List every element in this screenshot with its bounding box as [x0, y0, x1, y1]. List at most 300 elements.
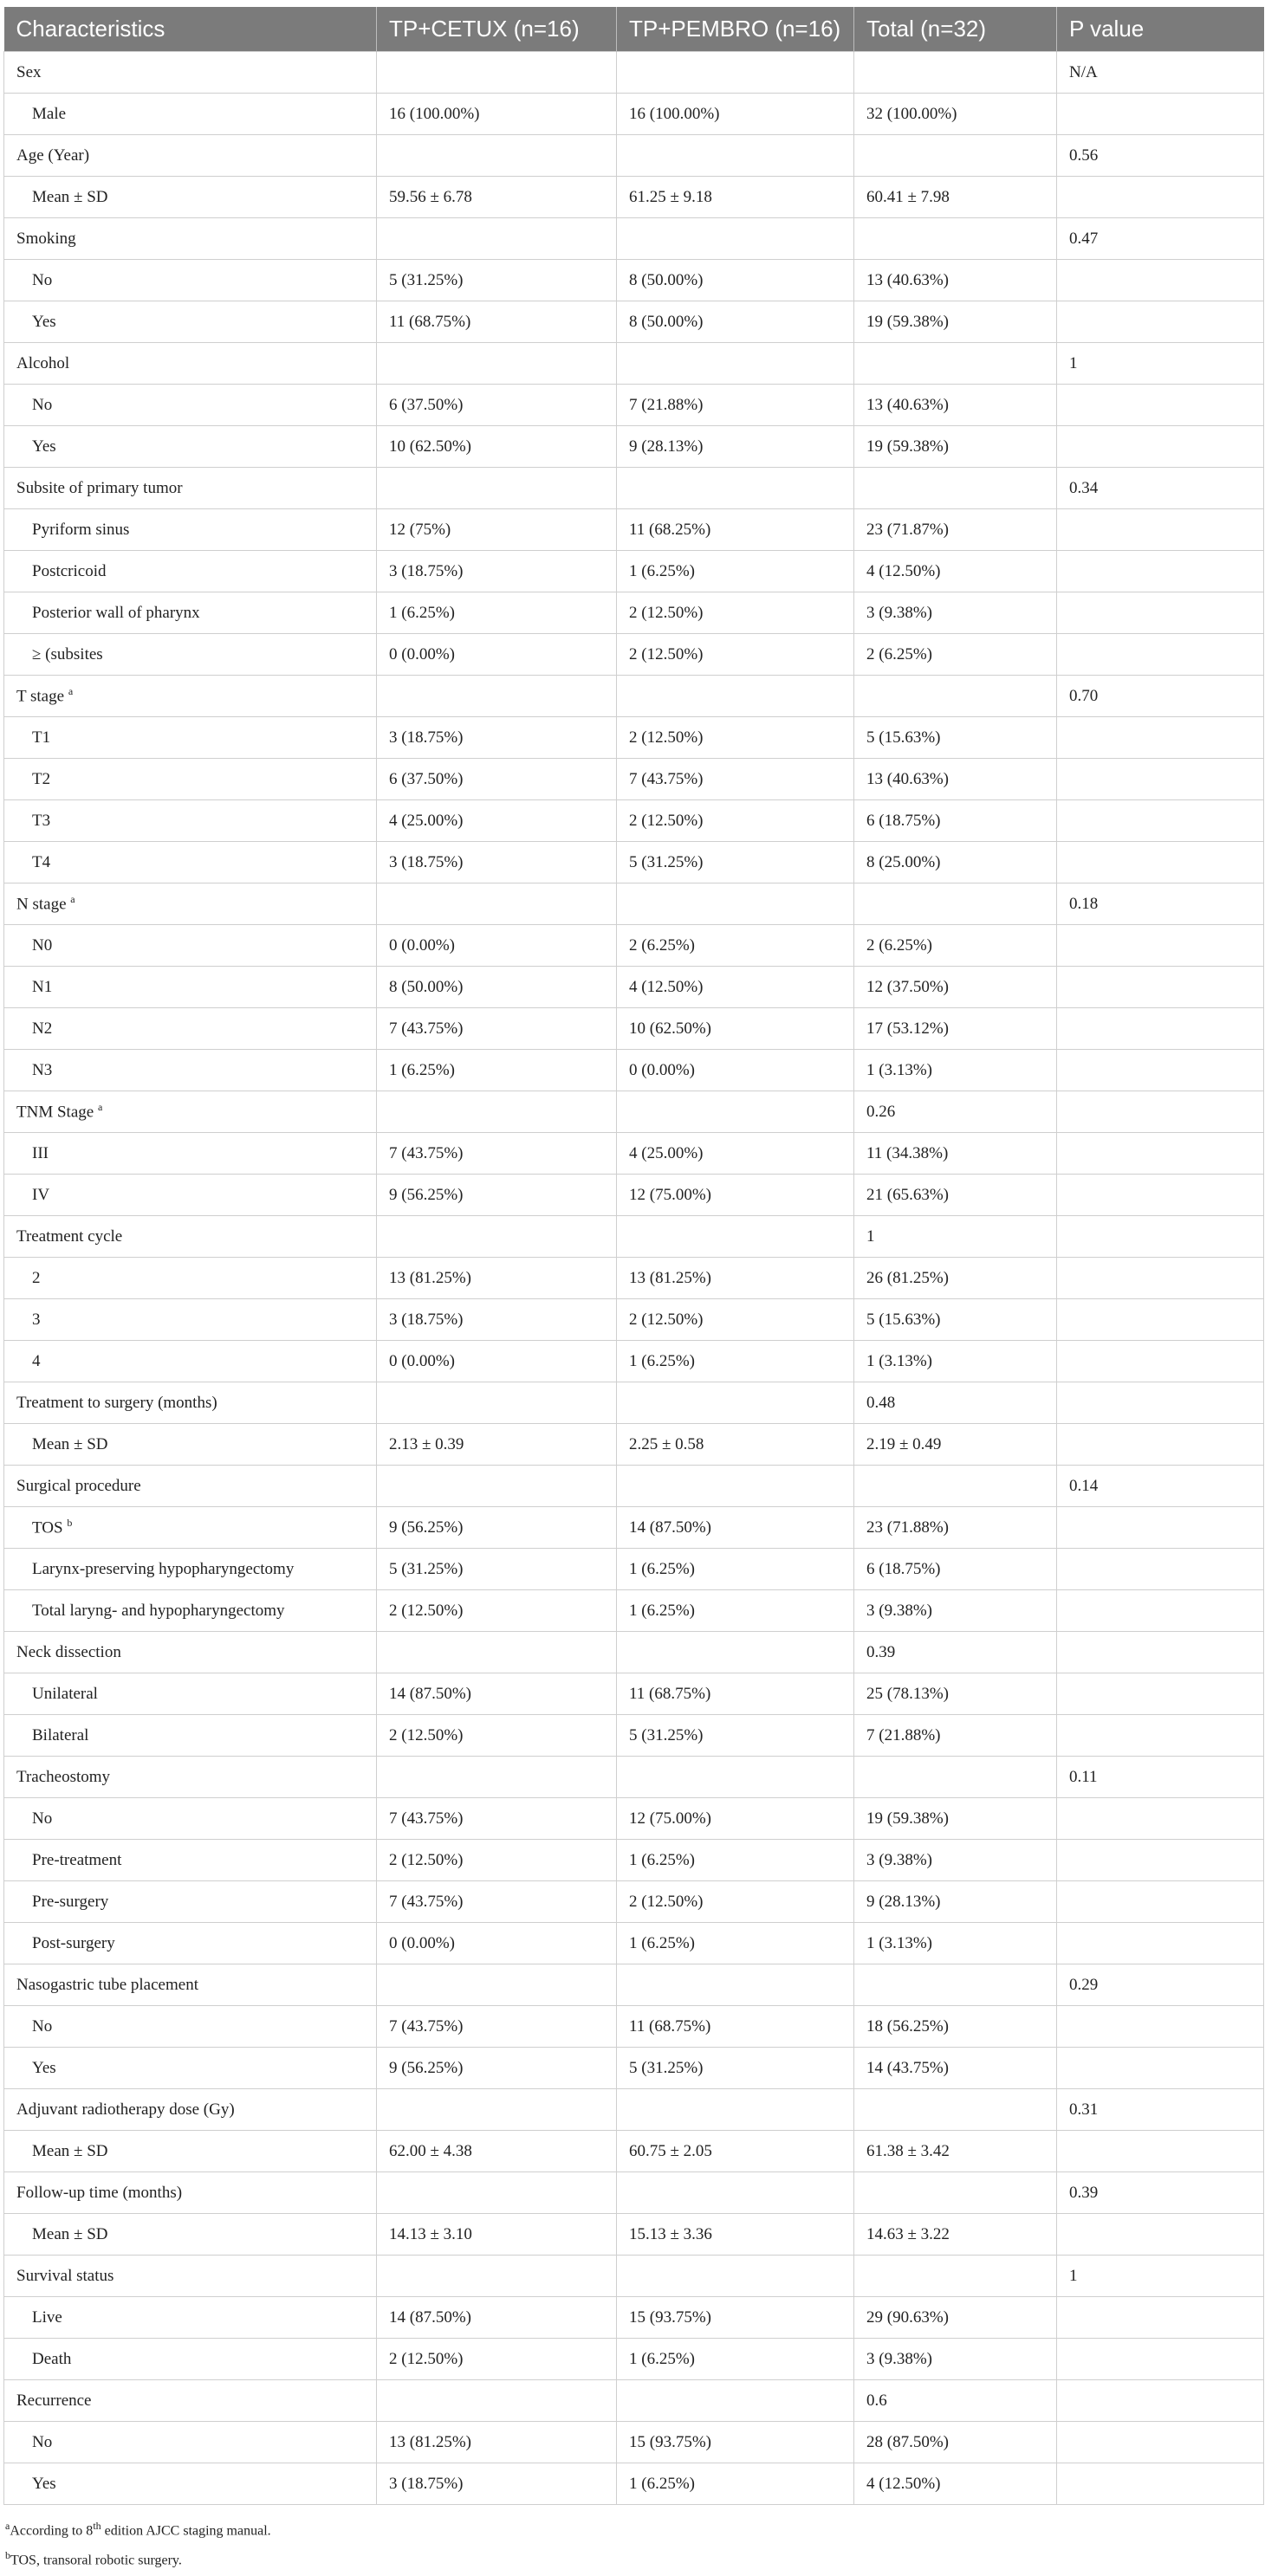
- table-row: [4, 1050, 1264, 1091]
- row-label: Subsite of primary tumor: [16, 478, 183, 497]
- row-label-footnote-mark: a: [70, 893, 75, 906]
- cell-tp-cetux: 2 (12.50%): [377, 1715, 617, 1757]
- row-label: 3: [32, 1310, 41, 1329]
- cell-tp-cetux: [377, 676, 617, 717]
- cell-p-value: [1057, 94, 1264, 135]
- cell-p-value: [1057, 967, 1264, 1008]
- cell-total: 3 (9.38%): [854, 2339, 1057, 2380]
- cell-tp-cetux: 7 (43.75%): [377, 1798, 617, 1840]
- cell-p-value: 0.14: [1057, 1466, 1264, 1507]
- cell-tp-cetux: 59.56 ± 6.78: [377, 177, 617, 218]
- row-label: Tracheostomy: [16, 1767, 111, 1786]
- table-row-category: [4, 52, 1264, 94]
- cell-total: [854, 218, 1057, 260]
- table-row: [4, 2422, 1264, 2463]
- cell-total: [854, 1964, 1057, 2006]
- table-row: [4, 1424, 1264, 1466]
- cell-p-value: 0.31: [1057, 2089, 1264, 2131]
- table-header-row: [4, 7, 1264, 52]
- cell-tp-cetux: [377, 1466, 617, 1507]
- cell-p-value: [1057, 2297, 1264, 2339]
- row-label-cell: [4, 2463, 377, 2505]
- cell-tp-cetux: [377, 1632, 617, 1673]
- row-label: IV: [32, 1185, 50, 1204]
- cell-total: 13 (40.63%): [854, 260, 1057, 301]
- cell-total: 7 (21.88%): [854, 1715, 1057, 1757]
- cell-tp-pembro: 2 (12.50%): [617, 634, 854, 676]
- cell-tp-cetux: [377, 468, 617, 509]
- cell-tp-pembro: 5 (31.25%): [617, 2048, 854, 2089]
- row-label: No: [32, 395, 53, 414]
- cell-tp-cetux: 7 (43.75%): [377, 2006, 617, 2048]
- row-label-cell: [4, 426, 377, 468]
- cell-total: 5 (15.63%): [854, 717, 1057, 759]
- cell-p-value: [1057, 2006, 1264, 2048]
- cell-p-value: [1057, 1258, 1264, 1299]
- cell-p-value: [1057, 1008, 1264, 1050]
- cell-tp-cetux: 0 (0.00%): [377, 634, 617, 676]
- cell-p-value: [1057, 1175, 1264, 1216]
- cell-p-value: 0.29: [1057, 1964, 1264, 2006]
- characteristics-table: [3, 7, 1264, 2505]
- row-label: ≥ (subsites: [32, 644, 103, 663]
- cell-tp-pembro: 13 (81.25%): [617, 1258, 854, 1299]
- cell-total: 3 (9.38%): [854, 1590, 1057, 1632]
- row-label: N stage: [16, 895, 71, 914]
- footnote-b-mark: b: [5, 2549, 10, 2562]
- table-row-category: [4, 1091, 1264, 1133]
- row-label-cell: [4, 468, 377, 509]
- cell-tp-pembro: 8 (50.00%): [617, 260, 854, 301]
- cell-tp-pembro: 4 (12.50%): [617, 967, 854, 1008]
- table-row: [4, 1798, 1264, 1840]
- table-row: [4, 2048, 1264, 2089]
- cell-total: 6 (18.75%): [854, 1549, 1057, 1590]
- cell-tp-pembro: 1 (6.25%): [617, 2463, 854, 2505]
- row-label: Treatment to surgery (months): [16, 1393, 217, 1412]
- row-label-cell: [4, 2131, 377, 2172]
- row-label: No: [32, 270, 53, 289]
- cell-total: 14 (43.75%): [854, 2048, 1057, 2089]
- cell-total: [854, 676, 1057, 717]
- cell-p-value: 0.18: [1057, 883, 1264, 925]
- cell-tp-cetux: 5 (31.25%): [377, 260, 617, 301]
- table-row: [4, 551, 1264, 592]
- cell-total: 61.38 ± 3.42: [854, 2131, 1057, 2172]
- cell-p-value: [1057, 842, 1264, 883]
- cell-tp-cetux: 8 (50.00%): [377, 967, 617, 1008]
- table-row: [4, 592, 1264, 634]
- cell-tp-cetux: [377, 1757, 617, 1798]
- cell-total: 60.41 ± 7.98: [854, 177, 1057, 218]
- row-label: Yes: [32, 2058, 56, 2077]
- row-label-cell: [4, 2006, 377, 2048]
- cell-tp-pembro: 61.25 ± 9.18: [617, 177, 854, 218]
- cell-total: 3 (9.38%): [854, 1840, 1057, 1881]
- row-label: T1: [32, 728, 51, 747]
- cell-tp-cetux: [377, 2172, 617, 2214]
- cell-total: 2 (6.25%): [854, 925, 1057, 967]
- cell-total: 2.19 ± 0.49: [854, 1424, 1057, 1466]
- cell-tp-cetux: 14 (87.50%): [377, 1673, 617, 1715]
- cell-tp-pembro: 15.13 ± 3.36: [617, 2214, 854, 2256]
- row-label: N0: [32, 935, 53, 955]
- cell-total: 1 (3.13%): [854, 1050, 1057, 1091]
- cell-p-value: [1057, 1050, 1264, 1091]
- row-label: Yes: [32, 437, 56, 456]
- header-characteristics: Characteristics: [4, 7, 377, 52]
- cell-tp-pembro: 16 (100.00%): [617, 94, 854, 135]
- cell-tp-pembro: [617, 2172, 854, 2214]
- cell-p-value: [1057, 301, 1264, 343]
- table-row-category: [4, 135, 1264, 177]
- table-row: [4, 1008, 1264, 1050]
- cell-total: 5 (15.63%): [854, 1299, 1057, 1341]
- table-row: [4, 509, 1264, 551]
- table-row-category: [4, 218, 1264, 260]
- cell-tp-pembro: 5 (31.25%): [617, 1715, 854, 1757]
- table-row: [4, 385, 1264, 426]
- row-label-cell: [4, 1258, 377, 1299]
- cell-p-value: [1057, 509, 1264, 551]
- row-label-footnote-mark: b: [67, 1517, 73, 1530]
- row-label: Pyriform sinus: [32, 520, 130, 539]
- cell-p-value: [1057, 1424, 1264, 1466]
- row-label: T2: [32, 769, 51, 788]
- cell-tp-cetux: [377, 1382, 617, 1424]
- cell-tp-cetux: 62.00 ± 4.38: [377, 2131, 617, 2172]
- row-label: Post-surgery: [32, 1933, 115, 1952]
- cell-total: [854, 343, 1057, 385]
- cell-p-value: 0.34: [1057, 468, 1264, 509]
- cell-tp-pembro: 2 (12.50%): [617, 800, 854, 842]
- row-label-cell: [4, 1757, 377, 1798]
- row-label: Pre-surgery: [32, 1892, 109, 1911]
- cell-tp-pembro: 7 (21.88%): [617, 385, 854, 426]
- cell-total: 13 (40.63%): [854, 759, 1057, 800]
- cell-tp-pembro: [617, 883, 854, 925]
- cell-total: 23 (71.88%): [854, 1507, 1057, 1549]
- cell-tp-pembro: 1 (6.25%): [617, 1840, 854, 1881]
- row-label-cell: [4, 759, 377, 800]
- row-label: 4: [32, 1351, 41, 1370]
- cell-tp-pembro: 8 (50.00%): [617, 301, 854, 343]
- cell-tp-pembro: 15 (93.75%): [617, 2297, 854, 2339]
- table-row: [4, 717, 1264, 759]
- cell-tp-cetux: 3 (18.75%): [377, 551, 617, 592]
- cell-tp-cetux: 1 (6.25%): [377, 592, 617, 634]
- cell-tp-cetux: 9 (56.25%): [377, 1175, 617, 1216]
- cell-p-value: [1057, 1881, 1264, 1923]
- row-label-cell: [4, 2297, 377, 2339]
- cell-p-value: [1057, 1798, 1264, 1840]
- cell-total: 11 (34.38%): [854, 1133, 1057, 1175]
- row-label: Death: [32, 2349, 72, 2368]
- cell-p-value: 1: [1057, 2256, 1264, 2297]
- row-label: Sex: [16, 62, 42, 81]
- cell-p-value: [1057, 2463, 1264, 2505]
- cell-p-value: [1057, 1923, 1264, 1964]
- table-row: [4, 759, 1264, 800]
- row-label: Mean ± SD: [32, 187, 108, 206]
- cell-tp-cetux: 5 (31.25%): [377, 1549, 617, 1590]
- table-row-category: [4, 883, 1264, 925]
- cell-p-value: 0.56: [1057, 135, 1264, 177]
- table-row: [4, 1923, 1264, 1964]
- cell-tp-cetux: [377, 135, 617, 177]
- cell-total: 0.26: [854, 1091, 1057, 1133]
- cell-tp-pembro: 1 (6.25%): [617, 2339, 854, 2380]
- cell-tp-cetux: 9 (56.25%): [377, 2048, 617, 2089]
- header-p-value: P value: [1057, 7, 1264, 52]
- row-label-cell: [4, 1673, 377, 1715]
- cell-p-value: [1057, 426, 1264, 468]
- row-label: Treatment cycle: [16, 1227, 123, 1246]
- cell-tp-cetux: 14.13 ± 3.10: [377, 2214, 617, 2256]
- cell-tp-pembro: 11 (68.75%): [617, 1673, 854, 1715]
- cell-tp-pembro: [617, 1216, 854, 1258]
- cell-p-value: [1057, 1341, 1264, 1382]
- row-label-cell: [4, 2089, 377, 2131]
- row-label: Male: [32, 104, 67, 123]
- footnote-a-text: According to 8: [10, 2523, 94, 2539]
- table-row-category: [4, 343, 1264, 385]
- cell-tp-pembro: 2 (6.25%): [617, 925, 854, 967]
- row-label: T3: [32, 811, 51, 830]
- row-label: Larynx-preserving hypopharyngectomy: [32, 1559, 295, 1578]
- cell-tp-cetux: 3 (18.75%): [377, 2463, 617, 2505]
- row-label: T stage: [16, 687, 68, 706]
- cell-tp-pembro: [617, 1632, 854, 1673]
- row-label: Survival status: [16, 2266, 114, 2285]
- cell-tp-cetux: 7 (43.75%): [377, 1133, 617, 1175]
- row-label-cell: [4, 1881, 377, 1923]
- row-label-cell: [4, 1923, 377, 1964]
- row-label-cell: [4, 2339, 377, 2380]
- cell-tp-cetux: [377, 2380, 617, 2422]
- cell-p-value: [1057, 2380, 1264, 2422]
- row-label-cell: [4, 1216, 377, 1258]
- row-label: No: [32, 2432, 53, 2451]
- row-label-cell: [4, 1964, 377, 2006]
- cell-total: [854, 52, 1057, 94]
- cell-tp-cetux: [377, 218, 617, 260]
- table-row: [4, 1673, 1264, 1715]
- cell-p-value: [1057, 1216, 1264, 1258]
- table-row: [4, 1258, 1264, 1299]
- cell-tp-cetux: 3 (18.75%): [377, 717, 617, 759]
- table-row: [4, 925, 1264, 967]
- row-label: III: [32, 1143, 49, 1162]
- cell-tp-pembro: 2.25 ± 0.58: [617, 1424, 854, 1466]
- row-label-cell: [4, 676, 377, 717]
- cell-tp-pembro: 5 (31.25%): [617, 842, 854, 883]
- row-label: T4: [32, 852, 51, 871]
- header-total: Total (n=32): [854, 7, 1057, 52]
- cell-p-value: [1057, 1590, 1264, 1632]
- cell-tp-cetux: 11 (68.75%): [377, 301, 617, 343]
- table-row: [4, 301, 1264, 343]
- row-label-cell: [4, 800, 377, 842]
- table-row-category: [4, 1964, 1264, 2006]
- cell-total: 9 (28.13%): [854, 1881, 1057, 1923]
- row-label-cell: [4, 1632, 377, 1673]
- table-row-category: [4, 2089, 1264, 2131]
- cell-tp-pembro: 9 (28.13%): [617, 426, 854, 468]
- cell-tp-pembro: [617, 2380, 854, 2422]
- table-row: [4, 1715, 1264, 1757]
- cell-p-value: [1057, 1632, 1264, 1673]
- cell-tp-cetux: 0 (0.00%): [377, 1341, 617, 1382]
- cell-tp-pembro: 1 (6.25%): [617, 1590, 854, 1632]
- table-row: [4, 426, 1264, 468]
- row-label: Yes: [32, 2474, 56, 2493]
- cell-tp-pembro: [617, 468, 854, 509]
- table-row: [4, 1590, 1264, 1632]
- cell-tp-cetux: 2.13 ± 0.39: [377, 1424, 617, 1466]
- row-label: Unilateral: [32, 1684, 98, 1703]
- cell-tp-pembro: 1 (6.25%): [617, 1341, 854, 1382]
- row-label: N1: [32, 977, 53, 996]
- cell-tp-pembro: [617, 343, 854, 385]
- row-label: Nasogastric tube placement: [16, 1975, 198, 1994]
- cell-tp-pembro: 1 (6.25%): [617, 1549, 854, 1590]
- cell-p-value: [1057, 1673, 1264, 1715]
- row-label: TNM Stage: [16, 1103, 98, 1122]
- cell-total: 21 (65.63%): [854, 1175, 1057, 1216]
- row-label: Yes: [32, 312, 56, 331]
- row-label-cell: [4, 301, 377, 343]
- cell-p-value: [1057, 1840, 1264, 1881]
- table-row: [4, 1549, 1264, 1590]
- cell-tp-pembro: 12 (75.00%): [617, 1175, 854, 1216]
- cell-p-value: 0.47: [1057, 218, 1264, 260]
- row-label-cell: [4, 1798, 377, 1840]
- cell-tp-pembro: [617, 1466, 854, 1507]
- cell-tp-cetux: 0 (0.00%): [377, 1923, 617, 1964]
- cell-total: 18 (56.25%): [854, 2006, 1057, 2048]
- table-row: [4, 260, 1264, 301]
- row-label-cell: [4, 1299, 377, 1341]
- cell-tp-cetux: [377, 1091, 617, 1133]
- cell-p-value: [1057, 592, 1264, 634]
- table-row: [4, 800, 1264, 842]
- row-label: Live: [32, 2307, 62, 2327]
- row-label-cell: [4, 2422, 377, 2463]
- cell-tp-cetux: 7 (43.75%): [377, 1008, 617, 1050]
- cell-tp-cetux: [377, 883, 617, 925]
- cell-tp-pembro: [617, 1757, 854, 1798]
- cell-tp-cetux: [377, 1964, 617, 2006]
- cell-tp-pembro: [617, 52, 854, 94]
- table-row: [4, 1507, 1264, 1549]
- cell-total: [854, 1757, 1057, 1798]
- row-label: N2: [32, 1019, 53, 1038]
- row-label-cell: [4, 2172, 377, 2214]
- header-tp-cetux: TP+CETUX (n=16): [377, 7, 617, 52]
- cell-tp-cetux: 0 (0.00%): [377, 925, 617, 967]
- table-row-category: [4, 1466, 1264, 1507]
- table-row: [4, 1133, 1264, 1175]
- cell-tp-cetux: [377, 2256, 617, 2297]
- table-row-category: [4, 1382, 1264, 1424]
- cell-p-value: [1057, 1133, 1264, 1175]
- table-row: [4, 1299, 1264, 1341]
- cell-tp-pembro: [617, 1382, 854, 1424]
- row-label: Bilateral: [32, 1725, 89, 1744]
- cell-p-value: [1057, 2131, 1264, 2172]
- cell-p-value: 0.39: [1057, 2172, 1264, 2214]
- row-label-cell: [4, 94, 377, 135]
- cell-tp-pembro: [617, 676, 854, 717]
- row-label-cell: [4, 509, 377, 551]
- row-label-cell: [4, 135, 377, 177]
- table-row-category: [4, 2172, 1264, 2214]
- row-label-cell: [4, 1715, 377, 1757]
- cell-tp-cetux: [377, 1216, 617, 1258]
- cell-total: 1 (3.13%): [854, 1341, 1057, 1382]
- table-row: [4, 967, 1264, 1008]
- cell-p-value: [1057, 2048, 1264, 2089]
- cell-p-value: [1057, 800, 1264, 842]
- cell-tp-pembro: 2 (12.50%): [617, 1881, 854, 1923]
- cell-tp-cetux: 2 (12.50%): [377, 1590, 617, 1632]
- cell-tp-cetux: 16 (100.00%): [377, 94, 617, 135]
- row-label-cell: [4, 177, 377, 218]
- cell-p-value: [1057, 2214, 1264, 2256]
- cell-p-value: N/A: [1057, 52, 1264, 94]
- row-label: No: [32, 2016, 53, 2036]
- cell-tp-cetux: 6 (37.50%): [377, 385, 617, 426]
- row-label: TOS: [32, 1518, 68, 1537]
- cell-p-value: [1057, 551, 1264, 592]
- row-label: Posterior wall of pharynx: [32, 603, 200, 622]
- cell-tp-cetux: 10 (62.50%): [377, 426, 617, 468]
- cell-total: 23 (71.87%): [854, 509, 1057, 551]
- header-tp-pembro: TP+PEMBRO (n=16): [617, 7, 854, 52]
- row-label-cell: [4, 1590, 377, 1632]
- table-row: [4, 842, 1264, 883]
- row-label: Mean ± SD: [32, 2141, 108, 2160]
- table-row: [4, 177, 1264, 218]
- cell-tp-cetux: 2 (12.50%): [377, 2339, 617, 2380]
- cell-tp-cetux: 4 (25.00%): [377, 800, 617, 842]
- cell-total: [854, 468, 1057, 509]
- cell-tp-pembro: 14 (87.50%): [617, 1507, 854, 1549]
- row-label-cell: [4, 1008, 377, 1050]
- cell-tp-pembro: 2 (12.50%): [617, 592, 854, 634]
- cell-total: 25 (78.13%): [854, 1673, 1057, 1715]
- table-row: [4, 634, 1264, 676]
- cell-total: 2 (6.25%): [854, 634, 1057, 676]
- cell-tp-cetux: [377, 343, 617, 385]
- cell-tp-pembro: 4 (25.00%): [617, 1133, 854, 1175]
- row-label-cell: [4, 1091, 377, 1133]
- row-label-cell: [4, 385, 377, 426]
- cell-total: [854, 2172, 1057, 2214]
- row-label: Neck dissection: [16, 1642, 121, 1661]
- row-label-cell: [4, 1133, 377, 1175]
- footnote-b-text: TOS, transoral robotic surgery.: [10, 2553, 182, 2568]
- row-label-cell: [4, 967, 377, 1008]
- cell-tp-cetux: 3 (18.75%): [377, 1299, 617, 1341]
- row-label-cell: [4, 1341, 377, 1382]
- table-row: [4, 94, 1264, 135]
- cell-total: 1 (3.13%): [854, 1923, 1057, 1964]
- cell-total: 29 (90.63%): [854, 2297, 1057, 2339]
- row-label-cell: [4, 343, 377, 385]
- footnote-a-ordinal: th: [93, 2520, 101, 2532]
